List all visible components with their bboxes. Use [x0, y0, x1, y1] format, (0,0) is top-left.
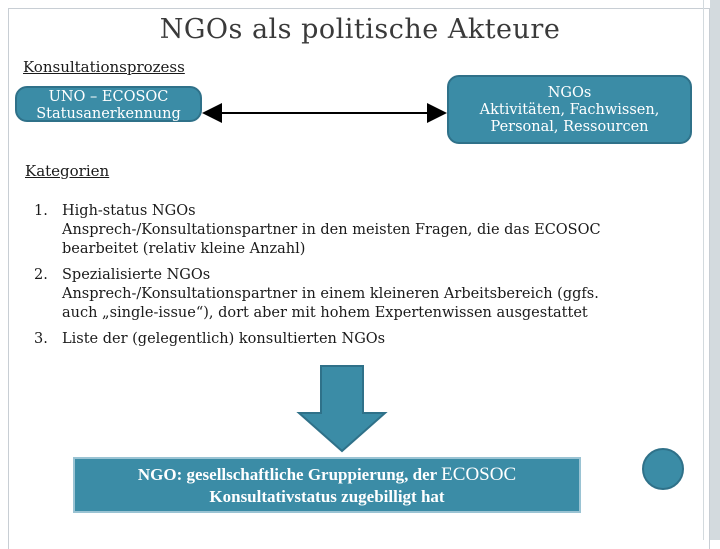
- list-item-text: Ansprech-/Konsultationspartner in einem kleineren Arbeitsbereich (ggfs.: [62, 286, 599, 302]
- decorative-circle: [642, 448, 684, 490]
- heading-kategorien: Kategorien: [25, 162, 110, 180]
- down-arrow-icon: [299, 366, 385, 451]
- ngos-line2: Aktivitäten, Fachwissen,: [479, 102, 660, 118]
- list-item: [34, 202, 684, 259]
- uno-ecosoc-line2: Statusanerkennung: [36, 106, 181, 122]
- list-item-number: 1.: [34, 203, 48, 219]
- list-item-text: Ansprech-/Konsultationspartner in den meisten Fragen, die das ECOSOC: [62, 222, 601, 238]
- list-item-text: auch „single-issue“), dort aber mit hohem Expertenwissen ausgestattet: [62, 305, 588, 321]
- list-item-number: 3.: [34, 331, 48, 347]
- definition-ecosoc: ECOSOC: [441, 464, 517, 485]
- list-item: [34, 266, 684, 323]
- heading-konsultationsprozess: Konsultationsprozess: [23, 58, 185, 76]
- list-item-title: Spezialisierte NGOs: [62, 267, 211, 283]
- list-item-title: High-status NGOs: [62, 203, 196, 219]
- list-item: [34, 330, 684, 349]
- definition-part1: NGO: gesellschaftliche Gruppierung, der: [137, 465, 442, 484]
- definition-box: [73, 457, 581, 513]
- uno-ecosoc-line1: UNO – ECOSOC: [48, 89, 169, 105]
- definition-line2: Konsultativstatus zugebilligt hat: [209, 487, 445, 506]
- ngos-line3: Personal, Ressourcen: [490, 119, 649, 135]
- category-list: [34, 202, 684, 356]
- ngos-line1: NGOs: [547, 85, 592, 101]
- list-item-number: 2.: [34, 267, 48, 283]
- slide-title: NGOs als politische Akteure: [159, 14, 561, 45]
- list-item-text: bearbeitet (relativ kleine Anzahl): [62, 241, 306, 257]
- list-item-title: Liste der (gelegentlich) konsultierten NGOs: [62, 331, 386, 347]
